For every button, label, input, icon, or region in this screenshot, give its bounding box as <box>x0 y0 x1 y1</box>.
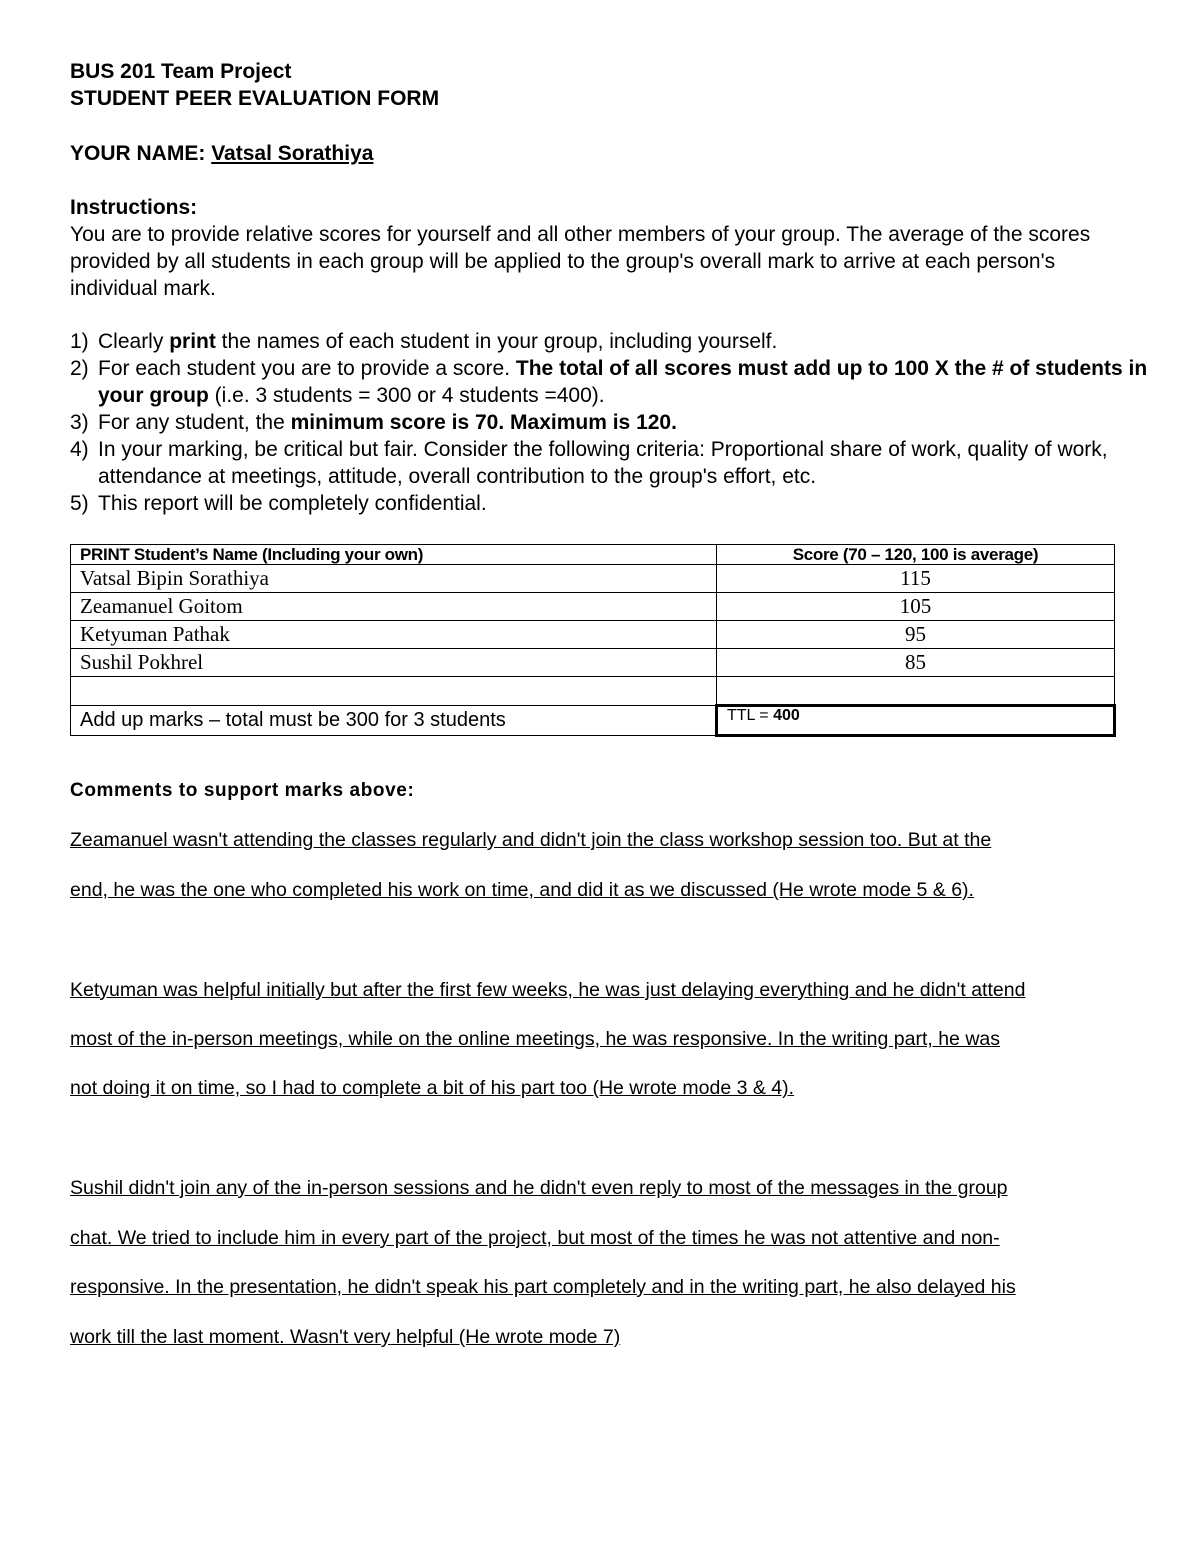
student-score-cell[interactable]: 95 <box>717 621 1115 649</box>
your-name-value: Vatsal Sorathiya <box>211 142 374 165</box>
comment-line: responsive. In the presentation, he didn't speak his part completely and in the writing part, he also delayed his <box>70 1276 1016 1298</box>
instruction-number: 2) <box>70 357 89 380</box>
name-column-header: PRINT Student’s Name (Including your own) <box>71 545 717 565</box>
instructions-heading: Instructions: <box>70 196 198 219</box>
instruction-item-3 <box>70 409 1150 436</box>
total-row <box>71 706 1115 736</box>
instruction-text: This report will be completely confidential. <box>98 492 487 515</box>
comment-line: end, he was the one who completed his work on time, and did it as we discussed (He wrote mode 5 & 6). <box>70 879 974 901</box>
table-row <box>71 565 1115 593</box>
table-row <box>71 593 1115 621</box>
instruction-text: (i.e. 3 students = 300 or 4 students =400). <box>208 384 605 407</box>
table-row <box>71 677 1115 706</box>
student-score-cell[interactable]: 85 <box>717 649 1115 677</box>
table-row <box>71 621 1115 649</box>
comment-line: Ketyuman was helpful initially but after the first few weeks, he was just delaying everything and he didn't attend <box>70 979 1026 1001</box>
instruction-number: 4) <box>70 438 89 461</box>
instruction-emphasis: minimum score is 70. Maximum is 120. <box>290 411 677 434</box>
total-value: 400 <box>773 707 800 724</box>
instruction-item-5 <box>70 490 1150 517</box>
total-label: Add up marks – total must be 300 for 3 students <box>71 706 717 736</box>
instructions-list <box>70 328 1150 517</box>
instruction-item-2 <box>70 355 1150 409</box>
score-table <box>70 544 1116 737</box>
course-title: BUS 201 Team Project <box>70 60 292 83</box>
student-name-cell[interactable] <box>71 677 717 706</box>
student-name-cell[interactable]: Vatsal Bipin Sorathiya <box>71 565 717 593</box>
your-name-line <box>70 140 373 167</box>
instruction-number: 5) <box>70 492 89 515</box>
instruction-number: 3) <box>70 411 89 434</box>
instruction-text: In your marking, be critical but fair. Consider the following criteria: Proportional share of work, quality of work, attendance at meetings, attitude, overall contribution to the group's effort, etc. <box>98 438 1108 488</box>
form-title: STUDENT PEER EVALUATION FORM <box>70 87 440 110</box>
instruction-text: the names of each student in your group, including yourself. <box>215 330 778 353</box>
instruction-text: For each student you are to provide a score. <box>98 357 516 380</box>
instruction-emphasis: print <box>169 330 216 353</box>
comment-line: not doing it on time, so I had to complete a bit of his part too (He wrote mode 3 & 4). <box>70 1077 795 1099</box>
student-score-cell[interactable]: 105 <box>717 593 1115 621</box>
student-score-cell[interactable]: 115 <box>717 565 1115 593</box>
table-row <box>71 649 1115 677</box>
total-score-box[interactable] <box>717 706 1115 736</box>
student-name-cell[interactable]: Ketyuman Pathak <box>71 621 717 649</box>
student-name-cell[interactable]: Sushil Pokhrel <box>71 649 717 677</box>
score-table-header <box>71 545 1115 565</box>
comment-line: most of the in-person meetings, while on the online meetings, he was responsive. In the writing part, he was <box>70 1028 1000 1050</box>
instruction-emphasis: The total of all scores must add up to 100 X the # of students in your group <box>98 357 1148 407</box>
your-name-label: YOUR NAME: <box>70 142 206 165</box>
comments-heading: Comments to support marks above: <box>70 780 415 801</box>
total-prefix: TTL = <box>727 707 774 724</box>
score-column-header: Score (70 – 120, 100 is average) <box>717 545 1115 565</box>
instruction-number: 1) <box>70 330 89 353</box>
instruction-text: Clearly <box>98 330 170 353</box>
student-name-cell[interactable]: Zeamanuel Goitom <box>71 593 717 621</box>
comment-line: Zeamanuel wasn't attending the classes regularly and didn't join the class workshop session too. But at the <box>70 829 992 851</box>
instruction-item-1 <box>70 328 1150 355</box>
comment-line: Sushil didn't join any of the in-person sessions and he didn't even reply to most of the messages in the group <box>70 1177 1008 1199</box>
comment-line: chat. We tried to include him in every part of the project, but most of the times he was not attentive and non- <box>70 1227 1000 1249</box>
instruction-item-4 <box>70 436 1150 490</box>
instruction-text: For any student, the <box>98 411 291 434</box>
instructions-intro: You are to provide relative scores for yourself and all other members of your group. The average of the scores provided by all students in each group will be applied to the group's overall mark to arrive at each person's individual mark. <box>70 223 1091 300</box>
student-score-cell[interactable] <box>717 677 1115 706</box>
comment-line: work till the last moment. Wasn't very helpful (He wrote mode 7) <box>70 1326 621 1348</box>
